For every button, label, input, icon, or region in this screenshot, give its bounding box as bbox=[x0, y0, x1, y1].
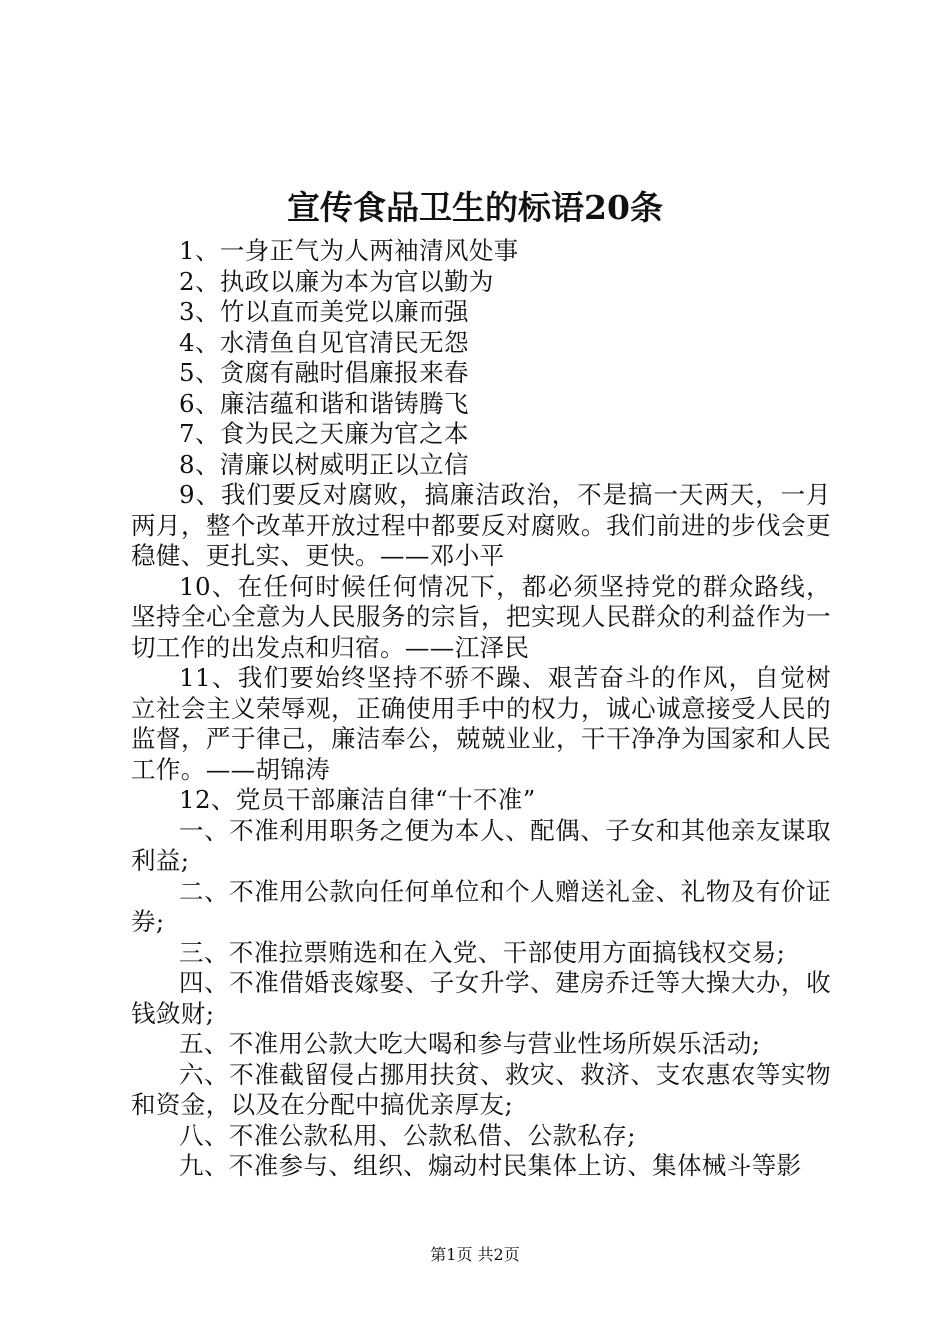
paragraph: 六、不准截留侵占挪用扶贫、救灾、救济、支农惠农等实物和资金，以及在分配中搞优亲厚友; bbox=[131, 1059, 831, 1119]
document-body bbox=[131, 236, 831, 1182]
page-footer: 第1页 共2页 bbox=[430, 1245, 520, 1264]
paragraph: 4、水清鱼自见官清民无怨 bbox=[179, 327, 469, 357]
paragraph: 四、不准借婚丧嫁娶、子女升学、建房乔迁等大操大办，收钱敛财; bbox=[131, 968, 831, 1028]
document-title: 宣传食品卫生的标语20条 bbox=[287, 188, 663, 227]
paragraph: 12、党员干部廉洁自律“十不准” bbox=[179, 785, 536, 814]
paragraph: 二、不准用公款向任何单位和个人赠送礼金、礼物及有价证券; bbox=[131, 876, 831, 936]
paragraph: 三、不准拉票贿选和在入党、干部使用方面搞钱权交易; bbox=[179, 937, 786, 967]
paragraph: 5、贪腐有融时倡廉报来春 bbox=[179, 358, 469, 387]
paragraph: 九、不准参与、组织、煽动村民集体上访、集体械斗等影 bbox=[179, 1151, 802, 1180]
paragraph: 五、不准用公款大吃大喝和参与营业性场所娱乐活动; bbox=[179, 1029, 761, 1058]
paragraph: 3、竹以直而美党以廉而强 bbox=[179, 297, 469, 326]
paragraph: 10、在任何时候任何情况下，都必须坚持党的群众路线，坚持全心全意为人民服务的宗旨，把实现人民群众的利益作为一切工作的出发点和归宿。——江泽民 bbox=[131, 571, 831, 662]
paragraph: 9、我们要反对腐败，搞廉洁政治，不是搞一天两天，一月两月，整个改革开放过程中都要反对腐败。我们前进的步伐会更稳健、更扎实、更快。——邓小平 bbox=[131, 480, 831, 570]
paragraph: 7、食为民之天廉为官之本 bbox=[179, 419, 469, 448]
paragraph: 八、不准公款私用、公款私借、公款私存; bbox=[179, 1120, 636, 1150]
paragraph: 6、廉洁蕴和谐和谐铸腾飞 bbox=[179, 388, 469, 418]
paragraph: 2、执政以廉为本为官以勤为 bbox=[179, 266, 494, 296]
paragraph: 一、不准利用职务之便为本人、配偶、子女和其他亲友谋取利益; bbox=[131, 815, 831, 875]
paragraph: 11、我们要始终坚持不骄不躁、艰苦奋斗的作风，自觉树立社会主义荣辱观，正确使用手中的权力，诚心诚意接受人民的监督，严于律己，廉洁奉公，兢兢业业，干干净净为国家和人民工作。——胡锦涛 bbox=[131, 663, 831, 784]
paragraph: 8、清廉以树威明正以立信 bbox=[179, 449, 469, 479]
paragraph: 1、一身正气为人两袖清风处事 bbox=[179, 236, 519, 265]
